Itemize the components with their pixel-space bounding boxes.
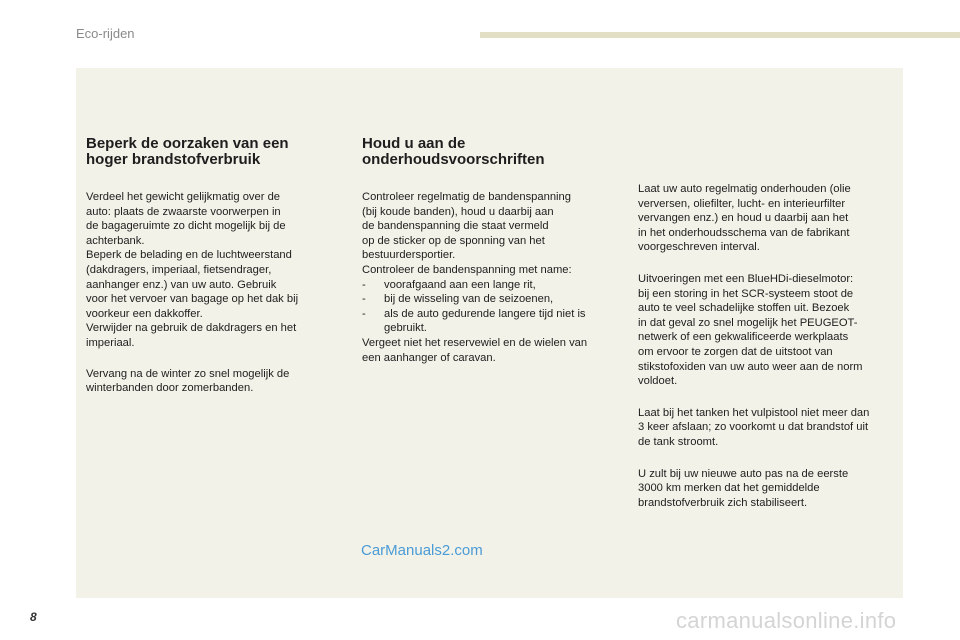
column-maintenance bbox=[362, 136, 617, 381]
page-number: 8 bbox=[30, 610, 37, 624]
list-item: - bij de wisseling van de seizoenen, bbox=[362, 292, 617, 307]
heading-fuel-consumption: Beperk de oorzaken van een hoger brandstofverbruik bbox=[86, 135, 289, 168]
paragraph-tyre-pressure: Controleer regelmatig de bandenspanning (bij koude banden), houd u daarbij aan de bandenspanning die staat vermeld op de sticker op de sponning van het bestuurdersportier. Controleer de bandenspanning met name: bbox=[362, 191, 572, 276]
column-service bbox=[638, 182, 900, 526]
footer-watermark-url: carmanualsonline.info bbox=[676, 608, 897, 633]
watermark-link[interactable]: CarManuals2.com bbox=[361, 542, 483, 559]
paragraph-new-car: U zult bij uw nieuwe auto pas na de eerste 3000 km merken dat het gemiddelde brandstofverbruik zich stabiliseert. bbox=[638, 467, 849, 509]
paragraph-spare-wheel: Vergeet niet het reservewiel en de wielen van een aanhanger of caravan. bbox=[362, 336, 588, 364]
paragraph-refuelling: Laat bij het tanken het vulpistool niet meer dan 3 keer afslaan; zo voorkomt u dat brandstof uit de tank stroomt. bbox=[638, 406, 870, 448]
paragraph-bluehdi: Uitvoeringen met een BlueHDi-dieselmotor: bij een storing in het SCR-systeem stoot de auto te veel schadelijke stoffen uit. Bezoek in dat geval zo snel mogelijk het PEUGEOT- netwerk of een gekwalificeerde werkplaats om ervoor te zorgen dat de uitstoot van stikstofoxiden van uw auto weer aan de norm voldoet. bbox=[638, 272, 863, 388]
column-fuel-consumption bbox=[86, 136, 326, 412]
list-item: - voorafgaand aan een lange rit, bbox=[362, 278, 617, 293]
tyre-check-list bbox=[362, 278, 617, 336]
paragraph-regular-service: Laat uw auto regelmatig onderhouden (olie verversen, oliefilter, lucht- en interieurfilter vervangen enz.) en houd u daarbij aan het in het onderhoudsschema van de fabrikant voorgeschreven interval. bbox=[638, 183, 851, 254]
header-rule bbox=[480, 32, 960, 38]
paragraph-load-weight: Verdeel het gewicht gelijkmatig over de auto: plaats de zwaarste voorwerpen in de bagageruimte zo dicht mogelijk bij de achterbank. Beperk de belading en de luchtweerstand (dakdragers, imperiaal, fietsendrager, aanhanger enz.) van uw auto. Gebruik voor het vervoer van bagage op het dak bij voorkeur een dakkoffer. Verwijder na gebruik de dakdragers en het imperiaal. bbox=[86, 191, 299, 349]
list-item: - als de auto gedurende langere tijd niet is gebruikt. bbox=[362, 307, 617, 336]
paragraph-winter-tyres: Vervang na de winter zo snel mogelijk de winterbanden door zomerbanden. bbox=[86, 367, 290, 395]
section-title: Eco-rijden bbox=[76, 26, 135, 41]
heading-maintenance: Houd u aan de onderhoudsvoorschriften bbox=[362, 135, 545, 168]
